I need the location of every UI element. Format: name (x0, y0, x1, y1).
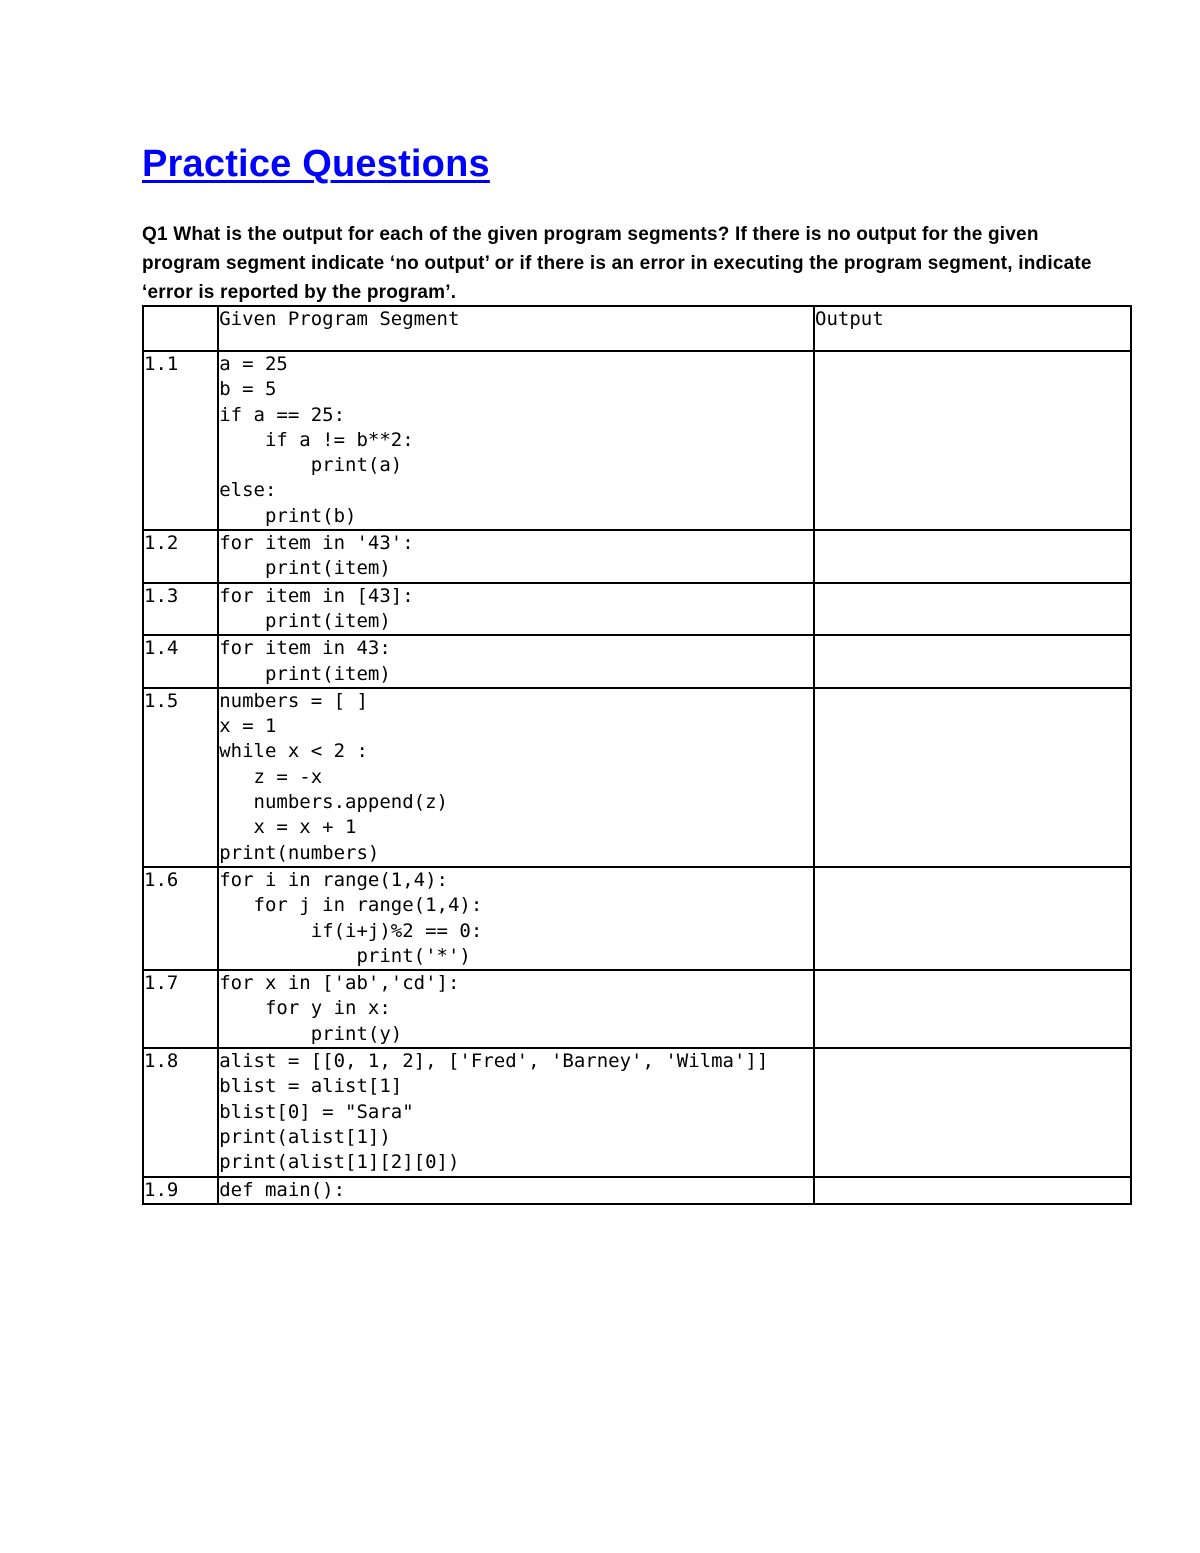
program-segment-cell (218, 351, 814, 530)
question-number: 1.2 (143, 530, 218, 583)
table-row (143, 970, 1131, 1048)
table-row (143, 1177, 1131, 1204)
table-row (143, 635, 1131, 688)
header-output: Output (814, 306, 1131, 351)
output-answer-cell[interactable] (814, 970, 1131, 1048)
table-header-row (143, 306, 1131, 351)
output-answer-cell[interactable] (814, 688, 1131, 867)
program-segment-cell (218, 583, 814, 636)
table-row (143, 351, 1131, 530)
program-segment-cell (218, 530, 814, 583)
question-number: 1.3 (143, 583, 218, 636)
program-segment-code: numbers = [ ] x = 1 while x < 2 : z = -x numbers.append(z) x = x + 1 print(numbers) (219, 689, 448, 864)
question-number: 1.9 (143, 1177, 218, 1204)
header-number (143, 306, 218, 351)
program-segment-code: for x in ['ab','cd']: for y in x: print(y) (219, 972, 460, 1045)
program-segment-cell (218, 635, 814, 688)
table-row (143, 867, 1131, 970)
table-row (143, 688, 1131, 867)
question-number: 1.8 (143, 1048, 218, 1176)
program-segment-code: for item in 43: print(item) (219, 637, 391, 685)
output-answer-cell[interactable] (814, 530, 1131, 583)
question-instructions: Q1 What is the output for each of the given program segments? If there is no output for the given program segment indicate ‘no output’ or if there is an error in executing the program segment, indicate ‘error is reported by the program’. (142, 224, 1092, 303)
program-segment-cell (218, 867, 814, 970)
page-title: Practice Questions (142, 143, 490, 185)
question-number: 1.7 (143, 970, 218, 1048)
program-segment-cell (218, 1177, 814, 1204)
output-answer-cell[interactable] (814, 1048, 1131, 1176)
output-answer-cell[interactable] (814, 351, 1131, 530)
question-number: 1.1 (143, 351, 218, 530)
program-segment-code: def main(): (219, 1178, 346, 1201)
output-answer-cell[interactable] (814, 635, 1131, 688)
table-row (143, 583, 1131, 636)
output-answer-cell[interactable] (814, 1177, 1131, 1204)
question-number: 1.6 (143, 867, 218, 970)
program-segment-code: a = 25 b = 5 if a == 25: if a != b**2: print(a) else: print(b) (219, 353, 414, 527)
program-segment-cell (218, 688, 814, 867)
program-segment-cell (218, 970, 814, 1048)
table-row (143, 1048, 1131, 1176)
program-segment-code: for i in range(1,4): for j in range(1,4): if(i+j)%2 == 0: print('*') (219, 868, 483, 967)
program-segment-code: for item in [43]: print(item) (219, 584, 414, 632)
output-answer-cell[interactable] (814, 867, 1131, 970)
question-number: 1.5 (143, 688, 218, 867)
table-row (143, 530, 1131, 583)
question-number: 1.4 (143, 635, 218, 688)
header-given-program-segment: Given Program Segment (218, 306, 814, 351)
program-segment-cell (218, 1048, 814, 1176)
program-segment-code: alist = [[0, 1, 2], ['Fred', 'Barney', 'Wilma']] blist = alist[1] blist[0] = "Sara" print(alist[1]) print(alist[1][2][0]) (219, 1050, 769, 1174)
program-segment-code: for item in '43': print(item) (219, 532, 414, 580)
output-answer-cell[interactable] (814, 583, 1131, 636)
question-table (142, 305, 1132, 1205)
